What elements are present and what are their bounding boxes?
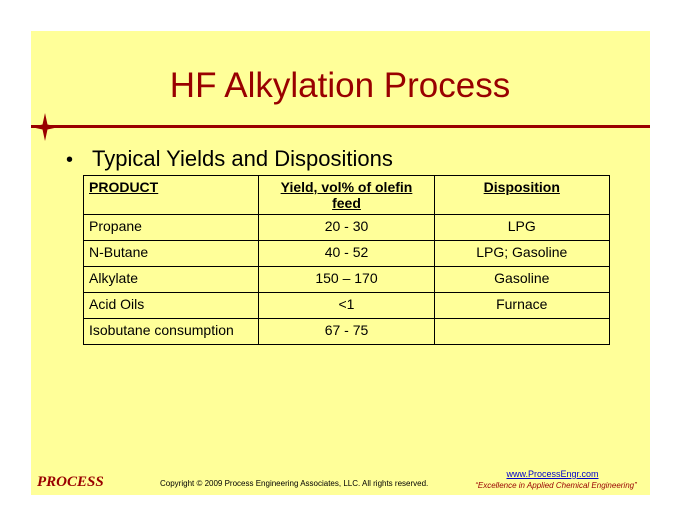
cell-product: Propane [84, 215, 259, 241]
cell-product: Isobutane consumption [84, 319, 259, 345]
cell-disposition: LPG [434, 215, 609, 241]
table-row [84, 267, 610, 293]
cell-product: N-Butane [84, 241, 259, 267]
bullet-text: Typical Yields and Dispositions [92, 146, 393, 171]
cell-product: Alkylate [84, 267, 259, 293]
table-header-row [84, 176, 610, 215]
table-row [84, 241, 610, 267]
star-icon [31, 113, 59, 141]
tagline-text: “Excellence in Applied Chemical Engineering” [475, 481, 637, 490]
cell-yield: 20 - 30 [259, 215, 434, 241]
copyright-text: Copyright © 2009 Process Engineering Associates, LLC. All rights reserved. [160, 479, 429, 488]
cell-yield: 150 – 170 [259, 267, 434, 293]
cell-yield: <1 [259, 293, 434, 319]
bullet-dot-icon: • [66, 149, 74, 171]
table-row [84, 319, 610, 345]
header-yield: Yield, vol% of olefin feed [259, 176, 434, 215]
cell-disposition: LPG; Gasoline [434, 241, 609, 267]
cell-product: Acid Oils [84, 293, 259, 319]
website-link[interactable]: www.ProcessEngr.com [506, 469, 599, 479]
table-row [84, 215, 610, 241]
cell-yield: 40 - 52 [259, 241, 434, 267]
slide-title: HF Alkylation Process [169, 66, 511, 105]
cell-yield: 67 - 75 [259, 319, 434, 345]
yields-table [83, 175, 610, 345]
title-divider [31, 125, 650, 128]
cell-disposition: Furnace [434, 293, 609, 319]
header-disposition: Disposition [434, 176, 609, 215]
cell-disposition [434, 319, 609, 345]
process-logo: PROCESS [37, 474, 104, 490]
cell-disposition: Gasoline [434, 267, 609, 293]
header-product: PRODUCT [84, 176, 259, 215]
table-row [84, 293, 610, 319]
